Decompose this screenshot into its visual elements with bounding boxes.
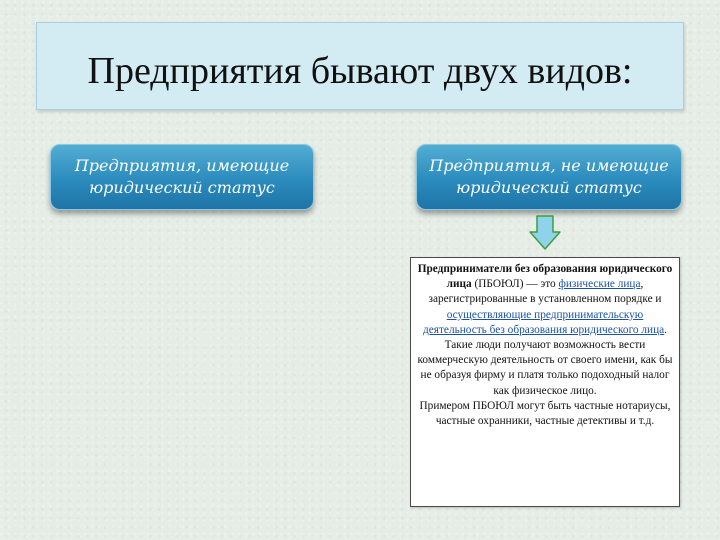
- no-legal-status-box: [416, 144, 682, 210]
- text-explanation: . Такие люди получают возможность вести коммерческую деятельность от своего имени, как бы не образуя фирму и платя только подоходный налог как физическое лицо.: [417, 323, 673, 397]
- text-registered: , зарегистрированные в установленном порядке и: [428, 278, 662, 306]
- no-legal-status-line2: юридический статус: [456, 178, 642, 197]
- entrepreneur-description: [410, 257, 680, 507]
- legal-status-line1: Предприятия, имеющие: [74, 156, 290, 175]
- legal-status-box: [50, 144, 314, 210]
- link-individuals[interactable]: физические лица: [558, 278, 641, 291]
- no-legal-status-line1: Предприятия, не имеющие: [429, 156, 669, 175]
- abbr-text: (ПБОЮЛ) — это: [471, 278, 559, 291]
- slide-title: Предприятия бывают двух видов:: [87, 50, 633, 92]
- down-arrow-icon: [528, 215, 562, 251]
- examples-paragraph: Примером ПБОЮЛ могут быть частные нотариусы, частные охранники, частные детективы и т.д.: [419, 399, 671, 428]
- description-paragraph: [417, 262, 673, 399]
- link-business-activity[interactable]: осуществляющие предпринимательскую деятельность без образования юридического лица: [423, 308, 665, 336]
- term-bold: Предприниматели без образования юридического лица: [417, 263, 673, 291]
- title-box: [36, 22, 684, 110]
- legal-status-line2: юридический статус: [89, 178, 275, 197]
